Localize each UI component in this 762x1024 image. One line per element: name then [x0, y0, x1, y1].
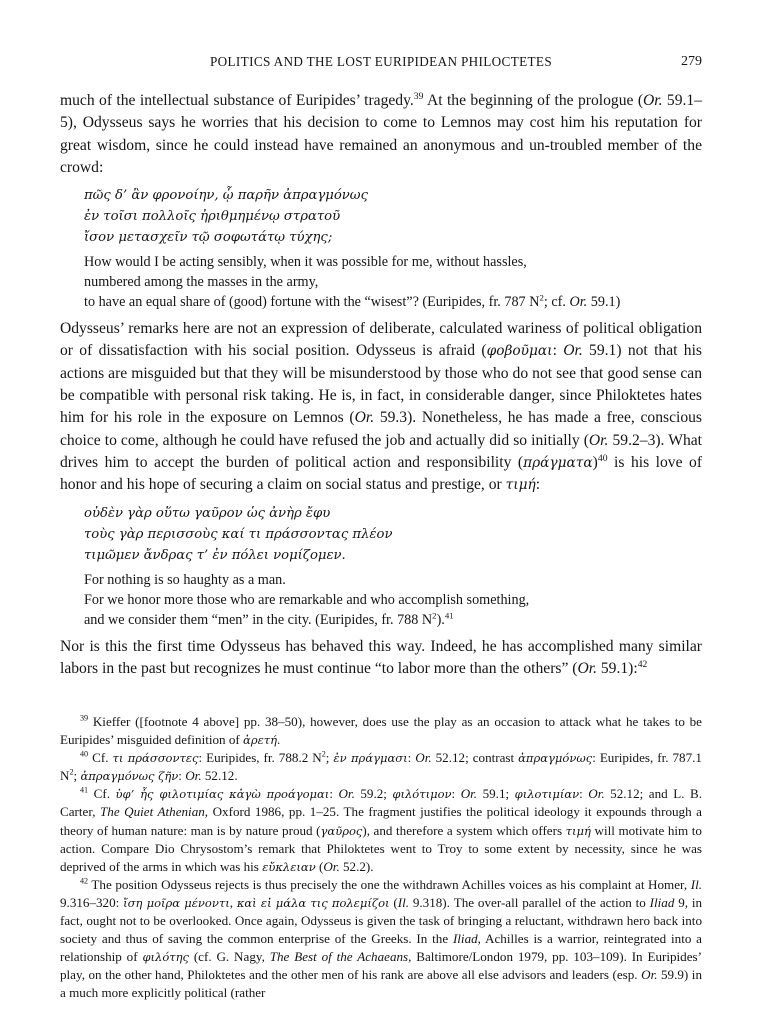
translation-line: to have an equal share of (good) fortune with the “wisest”? (Euripides, fr. 787 $N^2$; cf. Or. 59.1) [84, 292, 621, 311]
running-head: POLITICS AND THE LOST EURIPIDEAN PHILOCTETES [209, 54, 553, 69]
footnote-40: $^{40}$ Cf. τι πράσσοντες: Euripides, fr. 788.2 $N^2$; ἐν πράγμασι: Or. 52.12; contrast ἀπραγμόνως: Euripides, fr. 787.1 $N^2$; ἀπραγμόνως ζῆν: Or. 52.12. [60, 749, 702, 784]
running-header [60, 52, 702, 72]
translation-line: For nothing is so haughty as a man. [84, 571, 286, 588]
greek-line: τοὺς γὰρ περισσοὺς καί τι πράσσοντας πλέον [84, 526, 393, 542]
greek-line: οὐδὲν γὰρ οὕτω γαῦρον ὡς ἀνὴρ ἔφυ [84, 505, 331, 521]
footnote-42: $^{42}$ The position Odysseus rejects is thus precisely the one the withdrawn Achilles voices as his complaint at Homer, Il. 9.316–320: ἴση μοῖρα μένοντι, καὶ εἰ μάλα τις πολεμίζοι (Il. 9.318). The over-all parallel of the action to Iliad 9, in fact, ought not to be overlooked. Once again, Odysseus is given the task of bringing a reluctant, withdrawn hero back into society and thus of saving the common enterprise of the Greeks. In the Iliad, Achilles is a warrior, reintegrated into a relationship of φιλότης (cf. G. Nagy, The Best of the Achaeans, Baltimore/London 1979, pp. 103–109). In Euripides’ play, on the other hand, Philoktetes and the other men of his rank are above all else advisors and leaders (esp. Or. 59.9) in a much more explicitly political (rather [60, 876, 703, 1001]
paragraph-3: Nor is this the first time Odysseus has behaved this way. Indeed, he has accomplished many similar labors in the past but recognizes he must continue “to labor more than the others” (Or. 59.1):$^{42}$ [60, 637, 702, 677]
paragraph-2: Odysseus’ remarks here are not an expression of deliberate, calculated wariness of political obligation or of dissatisfaction with his social position. Odysseus is afraid (φοβοῦμαι: Or. 59.1) not that his actions are misguided but that they will be misunderstood by those who do not see that good sense can be compatible with personal risk taking. He is, in fact, in considerable danger, since Philoktetes hates him for his role in the exposure on Lemnos (Or. 59.3). Nonetheless, he has made a free, conscious choice to come, although he could have refused the job and actually did so initially (Or. 59.2–3). What drives him to accept the burden of political action and responsibility $(\pi\rho ά\gamma\mu\alpha\tau\alpha)^{40}$ is his love of honor and his hope of securing a claim on social status and prestige, or τιμή: [60, 320, 703, 494]
main-text [60, 90, 702, 680]
greek-line: πῶς δ’ ἂν φρονοίην, ᾧ παρῆν ἀπραγμόνως [84, 188, 368, 204]
block-quote-2 [84, 503, 702, 630]
footnote-39: $^{39}$ Kieffer ([footnote 4 above] pp. 38–50), however, does use the play as an occasion to attack what he takes to be Euripides’ misguided definition of ἀρετή. [60, 713, 702, 748]
greek-line: ἐν τοῖσι πολλοῖς ἠριθμημένῳ στρατοῦ [84, 209, 341, 225]
page-number: 279 [681, 54, 702, 69]
paragraph-1: much of the intellectual substance of Euripides’ tragedy.$^{39}$ At the beginning of the prologue (Or. 59.1–5), Odysseus says he worries that his decision to come to Lemnos may cost him his reputation for great wisdom, since he could instead have remained an anonymous and un-troubled member of the crowd: [60, 90, 702, 176]
footnotes [60, 713, 702, 1003]
block-quote-1 [84, 185, 702, 312]
greek-line: ἴσον μετασχεῖν τῷ σοφωτάτῳ τύχης; [84, 230, 333, 246]
translation-line: numbered among the masses in the army, [84, 274, 319, 291]
translation-line: For we honor more those who are remarkable and who accomplish something, [84, 591, 530, 608]
translation-line: and we consider them “men” in the city. (Euripides, fr. 788 $N^2).^{41}$ [84, 609, 454, 628]
footnote-41: $^{41}$ Cf. ὑφ’ ἧς φιλοτιμίας κἀγὼ προάγομαι: Or. 59.2; φιλότιμον: Or. 59.1; φιλοτιμίαν: Or. 52.12; and L. B. Carter, The Quiet Athenian, Oxford 1986, pp. 1–25. The fragment justifies the political ideology it expounds through a theory of human nature: man is by nature proud (γαῦρος), and therefore a system which offers τιμή will motivate him to action. Compare Dio Chrysostom’s remark that Philoktetes went to Troy to some extent by necessity, since he was deprived of the arms in which was his εὔκλειαν (Or. 52.2). [60, 786, 702, 874]
translation-line: How would I be acting sensibly, when it was possible for me, without hassles, [84, 254, 527, 271]
greek-line: τιμῶμεν ἄνδρας τ’ ἐν πόλει νομίζομεν. [84, 547, 346, 563]
